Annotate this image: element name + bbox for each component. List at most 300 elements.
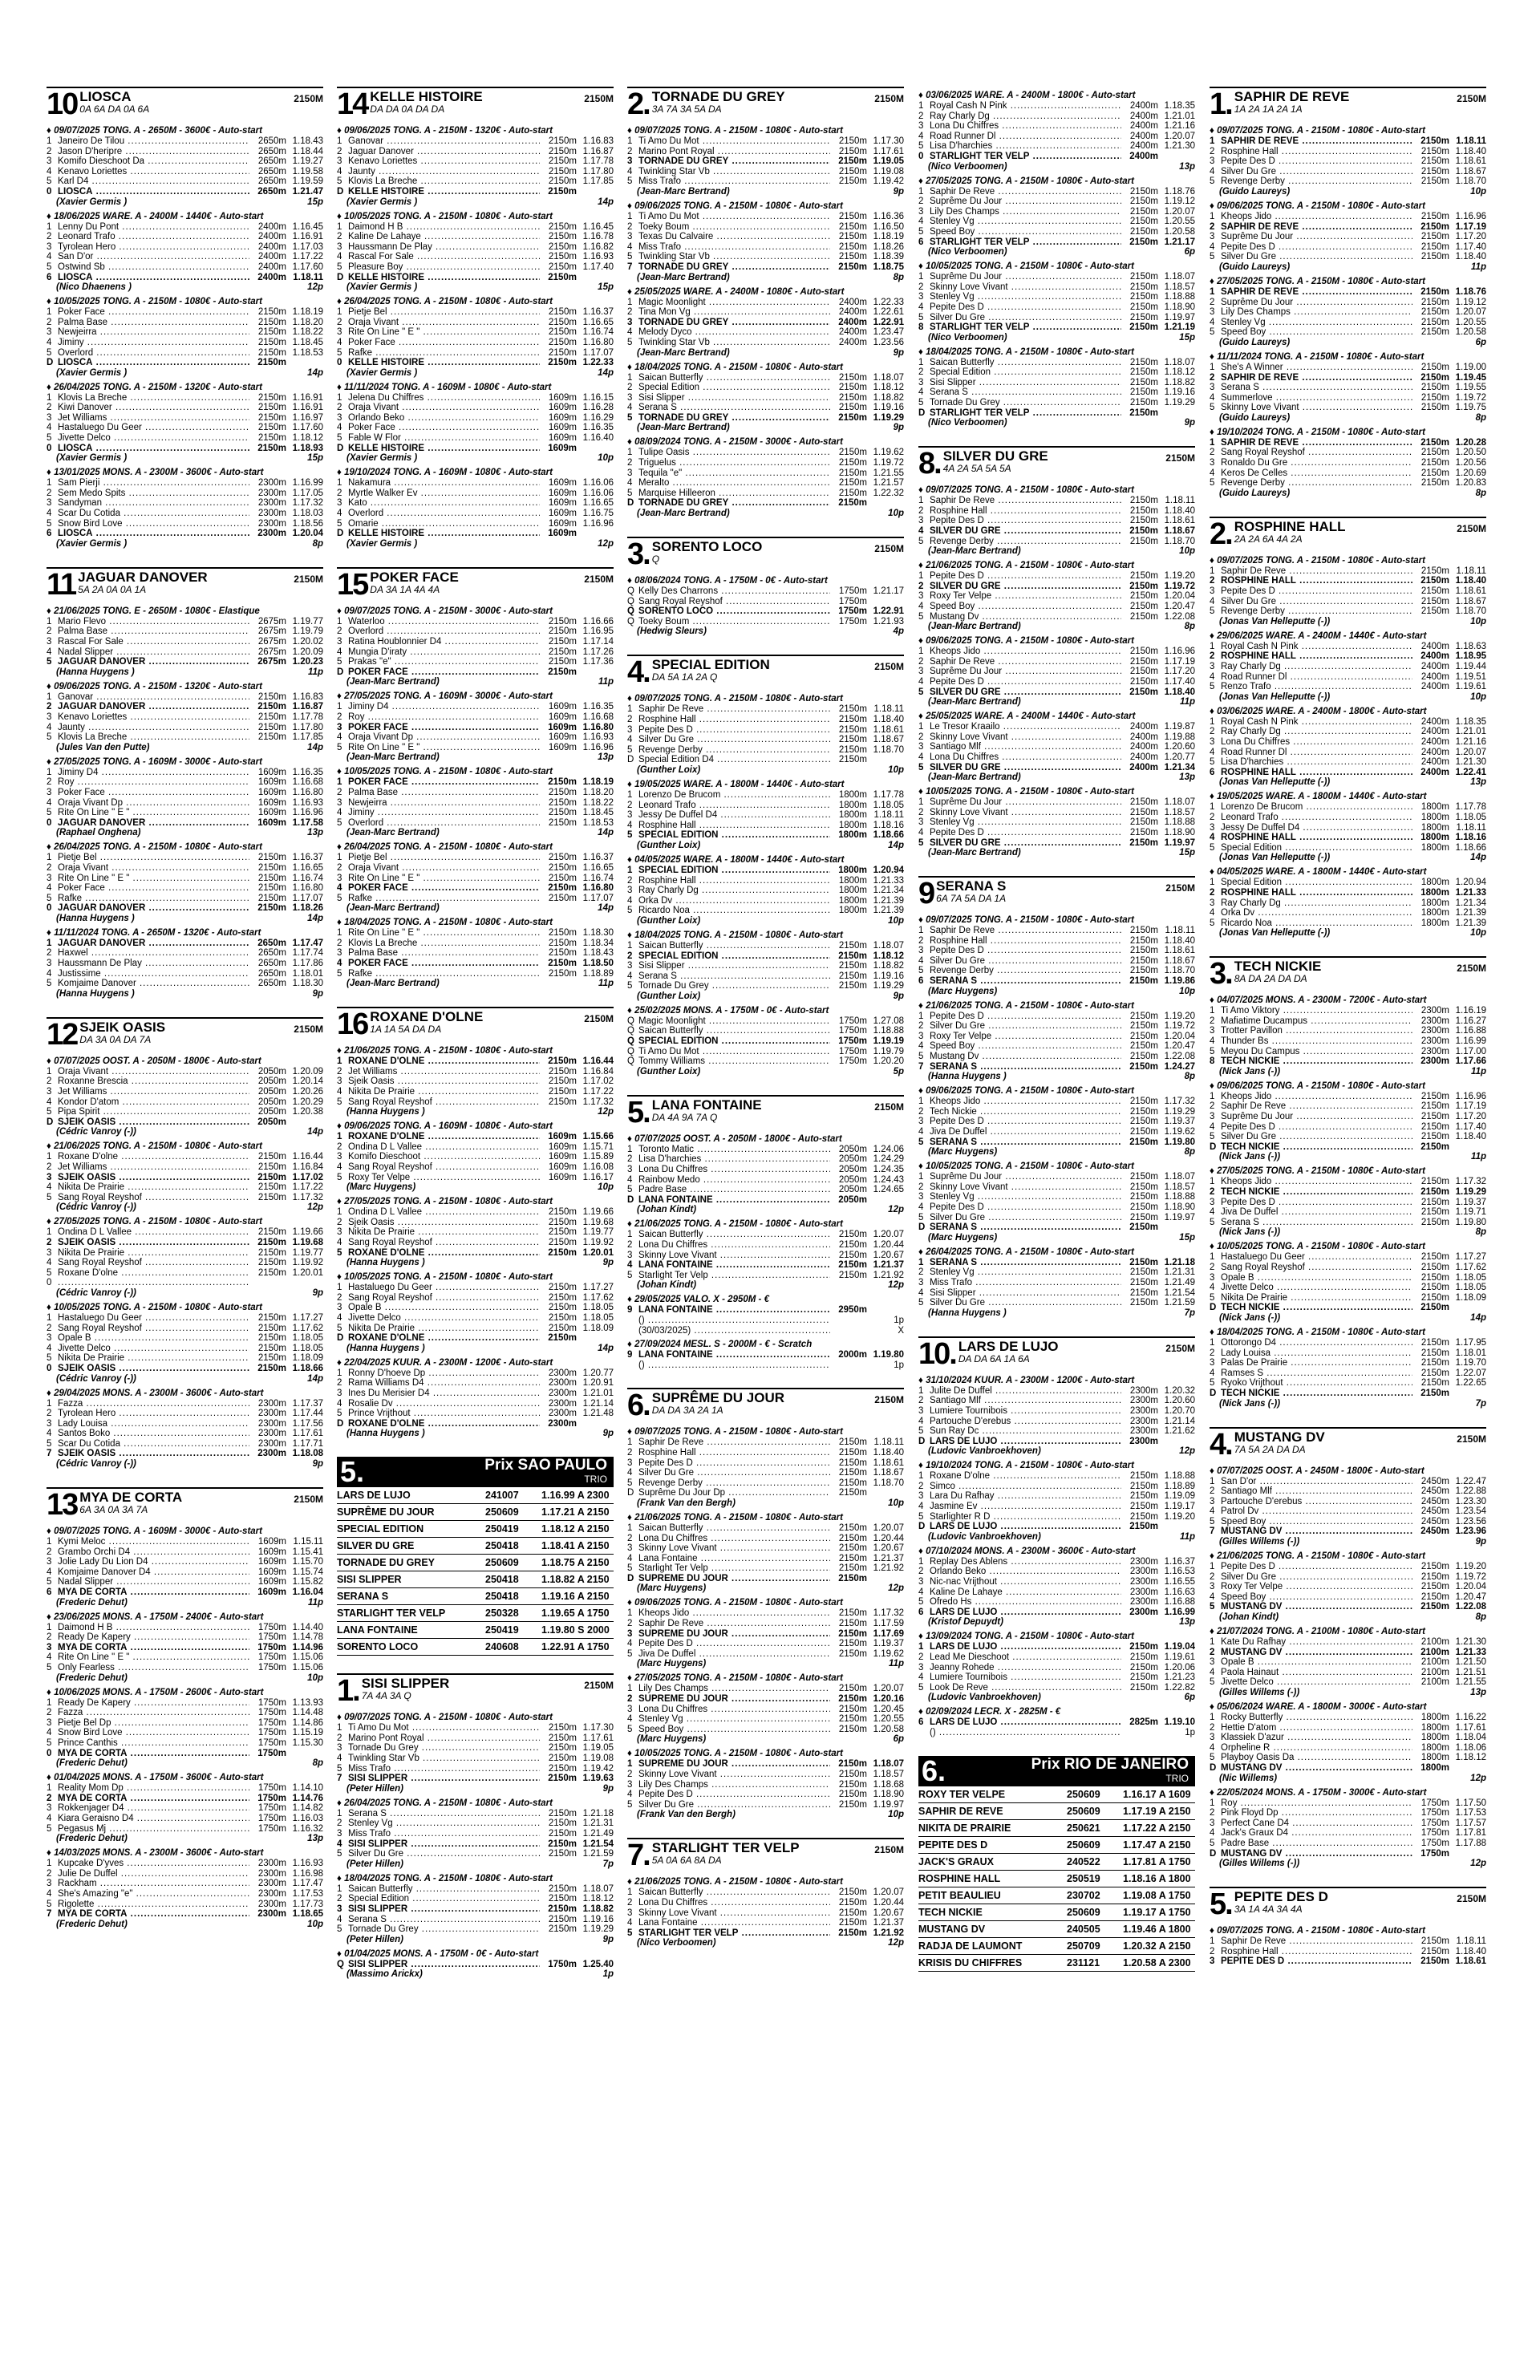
finish-position: 3	[1210, 1956, 1215, 1967]
race-time: 1.21.51	[1455, 1667, 1486, 1677]
finish-position: D	[47, 358, 54, 368]
race-distance: 1609m	[548, 403, 577, 413]
finish-position: 4	[918, 1502, 924, 1512]
result-row	[918, 732, 1195, 743]
result-row	[918, 976, 1195, 987]
race-distance: 1750m	[257, 1793, 286, 1803]
race-distance: 2150m	[1420, 392, 1449, 403]
finish-position: 4	[627, 166, 633, 176]
result-row	[918, 667, 1195, 677]
race-distance: 2150m	[838, 1553, 867, 1563]
finish-position: 3	[47, 637, 52, 647]
horse-name: SPECIAL EDITION .....	[638, 951, 830, 962]
finish-position: 5	[337, 657, 342, 667]
horse-name: Speed Boy .....	[1221, 1592, 1412, 1603]
result-row	[627, 1563, 904, 1574]
finish-position: 5	[627, 1270, 633, 1280]
race-distance: 2150m	[257, 347, 286, 358]
horse-name: Ratina Houblonnier D4 .....	[348, 637, 540, 647]
result-row	[337, 637, 614, 647]
horse-name: Sisi Slipper .....	[930, 378, 1121, 388]
horse-name: Starlighter R D .....	[930, 1512, 1121, 1522]
horse-name: Roxanne Brescia .....	[58, 1076, 249, 1087]
horse-name: Roxy Ter Velpe .....	[348, 1173, 540, 1183]
result-row	[918, 1222, 1195, 1233]
race-time: 1.17.80	[582, 166, 614, 176]
horse-name: Playboy Oasis Da .....	[1221, 1753, 1412, 1763]
result-row	[1210, 597, 1486, 607]
result-row	[47, 1117, 323, 1128]
runners-count: 15p	[1179, 1232, 1195, 1243]
horse-name: Saphir De Reve .....	[638, 1437, 830, 1448]
finish-position: 3	[47, 787, 52, 797]
result-row	[47, 723, 323, 733]
race-distance: 2300m	[1129, 1577, 1158, 1587]
finish-position: 1	[337, 307, 342, 318]
horse-name: Saphir De Reve .....	[930, 496, 1121, 506]
horse-name: SAPHIR DE REVE .....	[1221, 287, 1412, 298]
race-time: 1.22.91	[873, 317, 904, 327]
result-row	[337, 1884, 614, 1895]
horse-name: Oraja Vivant .....	[348, 403, 540, 413]
finish-position: 4	[1210, 1591, 1215, 1602]
result-row	[627, 1488, 904, 1498]
horse-name: Revenge Derby .....	[1221, 478, 1412, 489]
race-time: 1.18.11	[1456, 136, 1486, 146]
race-distance: 2675m	[257, 626, 286, 637]
race-time: 1.17.56	[292, 1418, 323, 1429]
finish-position: 9	[627, 1305, 633, 1316]
result-row	[1210, 1527, 1486, 1537]
race-time: 1.18.61	[1455, 1956, 1486, 1967]
finish-position: 4	[47, 647, 52, 657]
finish-position: 1	[1210, 716, 1215, 727]
race-time	[286, 1749, 323, 1759]
result-row	[337, 1894, 614, 1904]
race-time: 1.17.86	[292, 959, 323, 969]
horse-name: Overlord .....	[348, 509, 540, 519]
race-time: 1.17.50	[1455, 1798, 1486, 1808]
finish-position: 1	[918, 1257, 924, 1267]
horse-name: TECH NICKIE .....	[1221, 1303, 1412, 1313]
race-distance: 2150m	[1420, 1388, 1449, 1398]
driver-name: (Xavier Germis )	[346, 538, 418, 549]
finish-position: 5	[1210, 1217, 1215, 1227]
race-distance: 2100m	[1420, 1647, 1449, 1657]
finish-position: 4	[627, 735, 633, 745]
race-time	[1449, 1389, 1486, 1399]
runners-count: 12p	[1470, 1859, 1486, 1869]
race-time: 1p	[1185, 1727, 1195, 1737]
horse-name: Roy .....	[1221, 1798, 1412, 1809]
runners-count: 8p	[1475, 1227, 1486, 1238]
race-distance: 2150m	[1129, 526, 1158, 537]
finish-position: 2	[918, 367, 924, 378]
result-row	[47, 519, 323, 529]
horse-name: Tyrolean Hero .....	[58, 242, 249, 253]
result-row	[918, 1137, 1195, 1148]
race-distance: 1800m	[838, 865, 867, 875]
race-distance: 2150m	[548, 221, 577, 232]
driver-name: (Peter Hillen)	[346, 1859, 403, 1869]
finish-position: 4	[337, 1087, 342, 1097]
finish-position: 5	[627, 1478, 633, 1488]
result-row	[47, 1419, 323, 1429]
result-row	[337, 1743, 614, 1754]
horse-name: Royal Cash N Pink .....	[1221, 642, 1412, 652]
horse-title-name: LIOSCA	[79, 89, 132, 104]
finish-position: 1	[918, 186, 924, 197]
race-time: 1.18.57	[1164, 1182, 1195, 1192]
horse-entry	[337, 87, 614, 549]
race-distance: 2150m	[1129, 571, 1158, 582]
race-footer	[918, 1617, 1195, 1628]
race-footer	[337, 752, 614, 763]
race-distance-label: 2150M	[1457, 93, 1486, 104]
race-footer	[47, 539, 323, 549]
race-header: ♦ 21/06/2025 TONG. A - 2150M - 1080€ - Auto-start	[47, 1141, 262, 1152]
race-distance-label: 2150M	[1457, 522, 1486, 534]
race-distance: 2150m	[1129, 1137, 1158, 1147]
race-time: 1.17.19	[1455, 1101, 1486, 1112]
horse-name: Lara Du Rafhay .....	[930, 1491, 1121, 1502]
result-row	[627, 586, 904, 597]
result-row	[47, 1278, 323, 1288]
finish-position: 3	[627, 810, 633, 821]
horse-name: Lona Du Chiffres .....	[638, 1898, 830, 1908]
race-time: 1.20.55	[1164, 217, 1195, 227]
finish-position: 2	[627, 307, 633, 318]
runners-count: 10p	[307, 1672, 323, 1683]
race-time: 1.22.32	[873, 488, 904, 498]
race-time: 1.21.55	[873, 468, 904, 478]
race-distance: 2150m	[1129, 687, 1158, 697]
horse-music: DA 5A 1A 2A Q	[651, 671, 718, 683]
horse-music: DA 4A 9A 7A Q	[651, 1111, 718, 1123]
result-row	[627, 1145, 904, 1155]
horse-name: SORENTO LOCO .....	[638, 606, 830, 617]
horse-name: ROXANE D'OLNE .....	[348, 1248, 540, 1259]
past-race	[337, 1121, 614, 1193]
race-header: ♦ 13/01/2025 MONS. A - 2300M - 3600€ - Auto-start	[47, 468, 264, 478]
prix-date: 250419	[485, 1523, 519, 1535]
finish-position: 4	[627, 1639, 633, 1649]
prix-horse: PETIT BEAULIEU	[918, 1889, 1001, 1901]
driver-name: (Hanna Huygens )	[346, 1343, 425, 1353]
race-distance: 2150m	[548, 1763, 577, 1774]
race-distance: 1800m	[1420, 878, 1449, 888]
result-row	[337, 1097, 614, 1108]
race-distance: 2150m	[548, 307, 577, 318]
race-header: ♦ 22/04/2025 KUUR. A - 2300M - 1200€ - Auto-start	[337, 1357, 553, 1368]
horse-name: Royal Cash N Pink .....	[1221, 717, 1412, 728]
finish-position: 4	[918, 387, 924, 398]
horse-name: MUSTANG DV .....	[1221, 1602, 1412, 1612]
result-row	[47, 1623, 323, 1633]
race-time: 1.16.63	[1164, 1587, 1195, 1597]
prix-date: 250709	[1067, 1940, 1100, 1952]
past-race	[1210, 1627, 1486, 1698]
horse-name: Kheops Jido .....	[1221, 212, 1412, 222]
finish-position: 5	[337, 1924, 342, 1935]
race-footer	[47, 1920, 323, 1930]
finish-position: 1	[337, 777, 342, 788]
race-time: 1.17.22	[292, 1182, 323, 1193]
finish-position: 5	[1210, 1132, 1215, 1142]
horse-name: Perfect Cane D4 .....	[1221, 1818, 1412, 1829]
result-row	[1210, 1637, 1486, 1648]
race-time: 1.17.71	[292, 1438, 323, 1449]
finish-position: 1	[918, 496, 924, 506]
result-row	[627, 961, 904, 971]
race-distance: 2300m	[257, 1899, 286, 1909]
race-time: 1.16.96	[582, 518, 614, 529]
horse-name: Silver Du Gre .....	[638, 735, 830, 745]
result-row	[627, 1790, 904, 1800]
horse-name	[58, 1278, 249, 1288]
result-row	[1210, 1218, 1486, 1228]
race-footer	[47, 1598, 323, 1608]
finish-position: 2	[918, 1021, 924, 1032]
race-distance: 2150m	[1129, 1277, 1158, 1287]
driver-name: (Johan Kindt)	[1219, 1612, 1279, 1623]
race-footer	[918, 1072, 1195, 1082]
runners-count: 13p	[307, 1834, 323, 1844]
horse-name: Lona Du Chiffres .....	[638, 1705, 830, 1715]
horse-name: Jiva De Duffel .....	[1221, 1207, 1412, 1218]
race-distance-label: 2150M	[294, 93, 323, 104]
race-distance: 2150m	[1420, 1177, 1449, 1187]
race-time: 1.19.55	[1455, 383, 1486, 393]
race-distance: 2150m	[838, 1543, 867, 1554]
horse-name: Leonard Trafo .....	[58, 232, 249, 242]
result-row	[47, 1824, 323, 1835]
race-distance: 2150m	[257, 1353, 286, 1364]
race-distance: 2150m	[1129, 197, 1158, 207]
race-header: ♦ 10/05/2025 TONG. A - 2150M - 1080€ - Auto-start	[337, 211, 553, 221]
result-row	[918, 111, 1195, 122]
result-row	[918, 496, 1195, 506]
result-row	[1210, 1753, 1486, 1763]
race-time: 1.14.96	[292, 1642, 323, 1652]
race-distance: 2150m	[548, 938, 577, 948]
race-distance: 1750m	[838, 606, 867, 617]
runners-count: 7p	[602, 1859, 614, 1869]
race-distance: 2150m	[257, 1192, 286, 1202]
result-row	[918, 1471, 1195, 1482]
finish-position: D	[627, 498, 634, 509]
runners-count: 12p	[598, 1107, 614, 1117]
horse-music: 2A 2A 6A 4A 2A	[1234, 533, 1303, 545]
race-time: 1.20.44	[873, 1533, 904, 1543]
horse-name: Nikita De Prairie .....	[58, 1353, 249, 1364]
driver-name: (Xavier Germis )	[56, 453, 128, 464]
runners-count: 14p	[307, 367, 323, 378]
result-row	[1210, 843, 1486, 853]
result-row	[47, 969, 323, 979]
finish-position: 1	[337, 1723, 342, 1733]
race-time: 1.20.07	[1164, 206, 1195, 217]
race-header: ♦ 27/05/2025 TONG. A - 1609M - 3000€ - Auto-start	[47, 756, 262, 767]
finish-position: 1	[1210, 566, 1215, 576]
race-time: 1.17.14	[582, 637, 614, 647]
past-race	[47, 1217, 323, 1299]
race-time: 1.18.05	[292, 1333, 323, 1344]
race-distance: 2150m	[838, 1447, 867, 1458]
race-time: 1.19.77	[292, 616, 323, 626]
race-footer	[337, 1344, 614, 1354]
race-distance	[249, 1278, 286, 1288]
race-time	[1158, 1222, 1195, 1233]
finish-position: 4	[627, 241, 633, 252]
race-distance: 2150m	[838, 1799, 867, 1810]
race-time: 1.17.40	[1455, 241, 1486, 252]
race-time: 1.21.92	[873, 1563, 904, 1574]
past-race	[627, 287, 904, 359]
result-row	[47, 1859, 323, 1869]
race-time: 1.21.18	[1164, 1257, 1195, 1267]
race-time: 1.18.05	[582, 1303, 614, 1313]
past-race	[627, 1598, 904, 1669]
race-time: 1.17.22	[292, 252, 323, 262]
finish-position: 6	[918, 1717, 924, 1728]
finish-position: 4	[627, 895, 633, 906]
race-time: 1.18.16	[873, 820, 904, 830]
prix-name: Prix SAO PAULO	[484, 1457, 607, 1474]
result-row	[918, 1097, 1195, 1107]
finish-position: 1	[47, 307, 52, 318]
horse-name: Tommy Williams .....	[638, 1056, 830, 1067]
result-row	[627, 373, 904, 383]
race-time: 1.16.22	[1455, 1713, 1486, 1722]
finish-position: 5	[337, 968, 342, 979]
race-distance: 2100m	[1420, 1667, 1449, 1677]
horse-name: ROSPHINE HALL .....	[1221, 768, 1412, 778]
driver-name: (Xavier Germis )	[56, 367, 128, 378]
finish-position: 2	[337, 1818, 342, 1829]
horse-title	[77, 1020, 294, 1045]
result-row	[627, 1918, 904, 1928]
race-time: 1.19.45	[1455, 372, 1486, 383]
result-row	[337, 1389, 614, 1399]
race-distance: 2150m	[838, 1918, 867, 1928]
horse-name: Janeiro De Tilou .....	[58, 136, 249, 147]
result-row	[47, 894, 323, 904]
program-column-4	[918, 87, 1195, 1989]
horse-name: Revenge Derby .....	[638, 745, 830, 756]
runners-count: 8p	[1184, 1147, 1195, 1158]
race-distance: 2150m	[838, 981, 867, 991]
race-header: ♦ 04/07/2025 MONS. A - 2300M - 7200€ - Auto-start	[1210, 995, 1427, 1006]
result-row	[627, 725, 904, 736]
horse-name: MYA DE CORTA .....	[58, 1749, 249, 1759]
race-distance: 2300m	[1129, 1597, 1158, 1608]
horse-name: Kheops Jido .....	[930, 1097, 1121, 1107]
result-row	[337, 444, 614, 454]
past-race	[337, 842, 614, 914]
race-time: 1.19.37	[1164, 1117, 1195, 1127]
prix-date: 250609	[1067, 1906, 1100, 1918]
result-row	[918, 817, 1195, 828]
horse-name: Ray Charly Dg .....	[930, 111, 1121, 122]
race-footer	[337, 197, 614, 208]
prix-bet-type: TRIO	[1165, 1772, 1189, 1784]
finish-position: 2	[918, 1267, 924, 1278]
race-time: 1.18.20	[292, 317, 323, 327]
finish-position: 3	[337, 1904, 342, 1914]
finish-position: 5	[918, 611, 924, 622]
finish-position: 5	[47, 1267, 52, 1278]
result-row	[627, 1694, 904, 1705]
runners-count: 9p	[893, 991, 904, 1001]
finish-position: 4	[47, 1182, 52, 1193]
result-row	[627, 448, 904, 458]
horse-name: SERANA S .....	[930, 1062, 1121, 1072]
race-distance: 2150m	[838, 262, 867, 272]
result-row	[1210, 1477, 1486, 1487]
horse-number: 1 .	[337, 1677, 359, 1705]
race-time: 1.20.07	[1455, 747, 1486, 757]
driver-name: (Nick Jans (-))	[1219, 1066, 1281, 1076]
horse-music: 6A 3A 0A 3A 7A	[79, 1504, 148, 1516]
finish-position	[627, 1316, 638, 1326]
race-time	[1158, 1437, 1195, 1447]
runners-count: 11p	[1471, 1066, 1486, 1076]
race-time	[867, 1195, 904, 1206]
race-distance: 1800m	[1420, 1722, 1449, 1733]
horse-music: 7A 4A 3A Q	[361, 1690, 411, 1702]
race-time: 1.19.72	[1455, 1571, 1486, 1582]
finish-position: 5	[918, 1212, 924, 1222]
race-time: 1.16.96	[292, 808, 323, 818]
race-time: 1.18.67	[873, 1468, 904, 1478]
runners-count: 9p	[893, 186, 904, 197]
race-header: ♦ 03/06/2025 WARE. A - 2400M - 1800€ - Auto-start	[918, 91, 1136, 100]
race-time: 1.20.09	[292, 647, 323, 657]
result-row	[1210, 1132, 1486, 1142]
result-row	[47, 433, 323, 444]
race-time: 1.19.75	[1455, 403, 1486, 413]
prix-record: 1.18.41 A 2150	[541, 1540, 610, 1552]
finish-position: 5	[47, 808, 52, 818]
race-time: 1.20.55	[1455, 317, 1486, 327]
runners-count: 10p	[888, 509, 904, 519]
race-footer	[47, 1288, 323, 1299]
horse-name: Speed Boy .....	[1221, 327, 1412, 338]
race-distance: 1750m	[1420, 1828, 1449, 1839]
result-row	[337, 657, 614, 667]
result-row	[47, 818, 323, 829]
result-row	[337, 167, 614, 177]
result-row	[337, 1238, 614, 1248]
horse-name: Pepite Des D .....	[1221, 242, 1412, 253]
driver-name: (Xavier Germis )	[346, 197, 418, 207]
result-row	[337, 1207, 614, 1218]
finish-position: 4	[47, 252, 52, 262]
horse-name: Suprême Du Jour .....	[930, 797, 1121, 808]
race-time: 1.19.05	[873, 156, 904, 167]
driver-name: (Hanna Huygens )	[56, 988, 135, 999]
race-distance: 2150m	[838, 1230, 867, 1240]
race-time: 1.20.67	[873, 1543, 904, 1554]
race-distance: 2450m	[1420, 1527, 1449, 1537]
race-header: ♦ 09/07/2025 TONG. A - 2150M - 1080€ - Auto-start	[1210, 126, 1425, 136]
race-distance: 2150m	[1129, 656, 1158, 667]
race-footer	[47, 667, 323, 678]
horse-entry	[1210, 1427, 1486, 1870]
prix-row	[918, 1938, 1195, 1955]
race-distance: 2150m	[548, 1066, 577, 1076]
